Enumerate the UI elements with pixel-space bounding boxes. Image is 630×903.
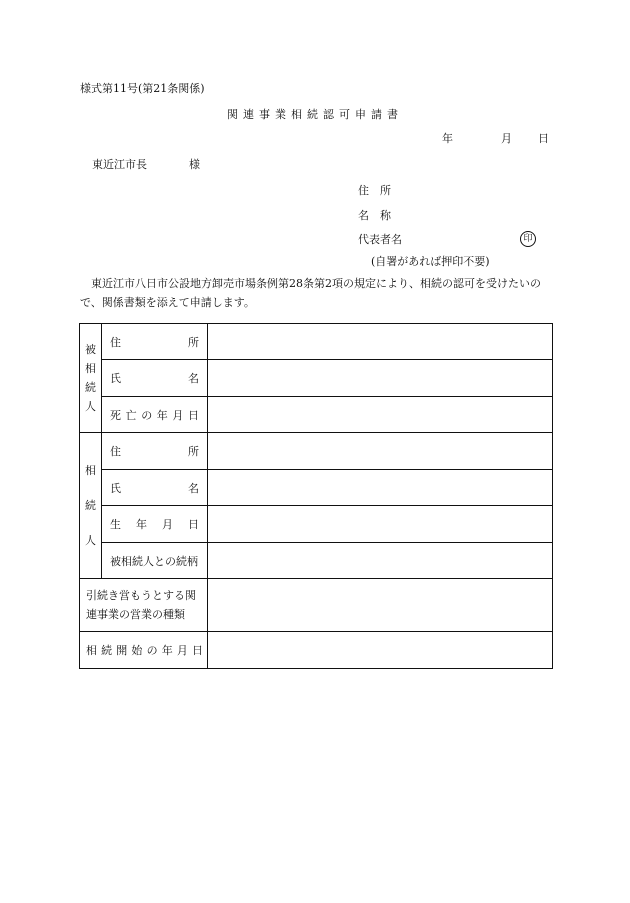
seal-mark: 印 xyxy=(520,231,536,247)
decedent-death-date-field[interactable] xyxy=(208,397,553,433)
decedent-name-field[interactable] xyxy=(208,360,553,397)
date-line xyxy=(442,132,549,146)
addressee-name: 東近江市長 xyxy=(92,158,147,171)
addressee-honorific: 様 xyxy=(189,158,200,171)
heir-name-label: 氏 名 xyxy=(102,470,208,506)
heir-name-field[interactable] xyxy=(208,470,553,506)
heir-relation-label: 被相続人との続柄 xyxy=(102,543,208,579)
applicant-representative-label: 代表者名 xyxy=(358,233,402,246)
heir-group-label: 相 続 人 xyxy=(80,433,102,579)
application-statement: 東近江市八日市公設地方卸売市場条例第28条第2項の規定により、相続の認可を受けたいので、関係書類を添えて申請します。 xyxy=(80,277,541,309)
business-type-label: 引続き営もうとする関 連事業の営業の種類 xyxy=(80,579,208,632)
heir-address-label: 住 所 xyxy=(102,433,208,470)
decedent-group-label: 被 相 続 人 xyxy=(80,324,102,433)
decedent-address-field[interactable] xyxy=(208,324,553,360)
form-number: 様式第11号(第21条関係) xyxy=(80,82,205,95)
heir-birth-date-label: 生 年 月 日 xyxy=(102,506,208,543)
date-day-label: 日 xyxy=(538,132,549,145)
application-form-table xyxy=(79,323,553,669)
decedent-address-label: 住 所 xyxy=(102,324,208,360)
seal-note: (自署があれば押印不要) xyxy=(371,255,490,268)
heir-address-field[interactable] xyxy=(208,433,553,470)
date-month-label: 月 xyxy=(501,132,512,145)
date-year-label: 年 xyxy=(442,132,453,145)
decedent-death-date-label: 死 亡 の 年 月 日 xyxy=(102,397,208,433)
business-type-field[interactable] xyxy=(208,579,553,632)
addressee xyxy=(92,158,200,172)
document-title: 関連事業相続認可申請書 xyxy=(227,108,403,121)
inheritance-start-date-field[interactable] xyxy=(208,632,553,669)
applicant-name-label: 名 称 xyxy=(358,209,391,222)
decedent-name-label: 氏 名 xyxy=(102,360,208,397)
heir-relation-field[interactable] xyxy=(208,543,553,579)
inheritance-start-date-label: 相 続 開 始 の 年 月 日 xyxy=(80,632,208,669)
heir-birth-date-field[interactable] xyxy=(208,506,553,543)
applicant-address-label: 住 所 xyxy=(358,184,391,197)
